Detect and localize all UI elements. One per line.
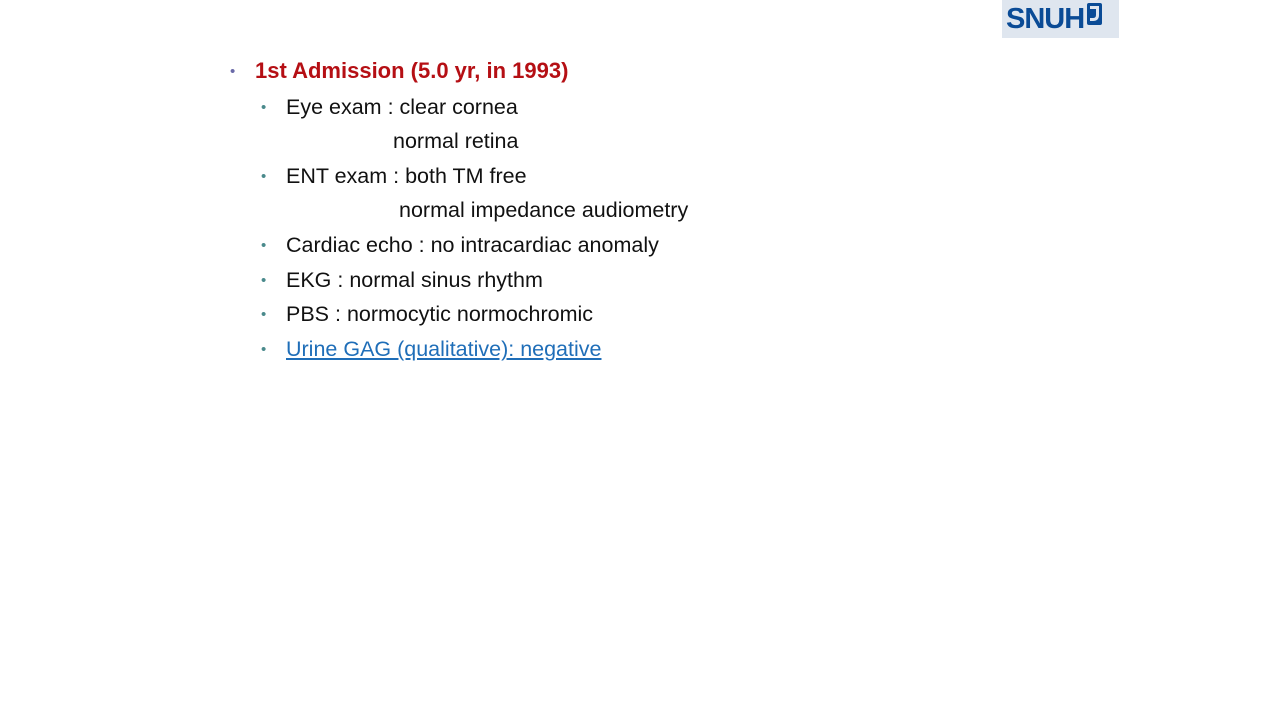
bullet-icon: • bbox=[230, 63, 236, 80]
list-item-pbs: PBS : normocytic normochromic bbox=[286, 302, 594, 326]
list-item-ent-exam-cont: normal impedance audiometry bbox=[399, 198, 689, 222]
list-item-eye-exam: Eye exam : clear cornea bbox=[286, 95, 518, 119]
urine-gag-link[interactable]: Urine GAG (qualitative): negative bbox=[286, 337, 602, 361]
bullet-icon: • bbox=[261, 341, 267, 358]
bullet-icon: • bbox=[261, 272, 267, 289]
logo-text: SNUH bbox=[1006, 2, 1085, 35]
bullet-icon: • bbox=[261, 237, 267, 254]
list-item-eye-exam-cont: normal retina bbox=[393, 129, 519, 153]
bullet-icon: • bbox=[261, 168, 267, 185]
heading: 1st Admission (5.0 yr, in 1993) bbox=[255, 58, 569, 83]
list-item-ent-exam: ENT exam : both TM free bbox=[286, 164, 527, 188]
bullet-icon: • bbox=[261, 99, 267, 116]
snuh-logo bbox=[1002, 0, 1119, 38]
snuh-emblem-icon bbox=[1087, 3, 1102, 25]
list-item-cardiac-echo: Cardiac echo : no intracardiac anomaly bbox=[286, 233, 659, 257]
list-item-ekg: EKG : normal sinus rhythm bbox=[286, 268, 543, 292]
bullet-icon: • bbox=[261, 306, 267, 323]
